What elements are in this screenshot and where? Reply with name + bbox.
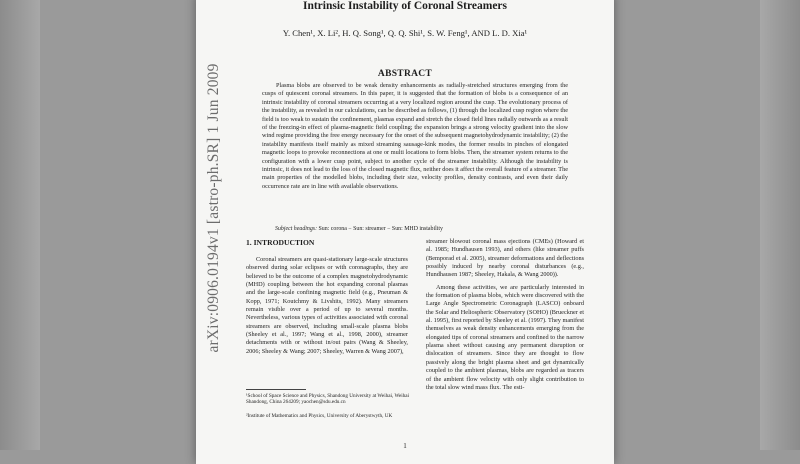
background-left-blur — [0, 0, 40, 450]
footnote-affiliation-2: ²Institute of Mathematics and Physics, University of Aberystwyth, UK — [246, 413, 393, 419]
subject-headings — [275, 226, 565, 232]
body-column-right — [426, 238, 584, 392]
footnote-affiliation-1: ¹School of Space Science and Physics, Shandong University at Weihai, Weihai Shandong, China 264209; yaochen@sdu.edu.cn — [246, 393, 410, 406]
arxiv-sidebar — [197, 48, 231, 368]
footnote-divider — [246, 389, 306, 390]
subject-headings-label: Subject headings: — [275, 226, 318, 232]
abstract-text: Plasma blobs are observed to be weak density enhancements as radially-stretched structures emerging from the cusps of quiescent coronal streamers. In this paper, it is suggested that the formation of blobs is a consequence of an intrinsic instability of coronal streamers occurring at a very localized region around the cusp. The evolutionary process of the instability, as revealed in our calculations, can be described as follows, (1) through the localized cusp region where the field is too weak to sustain the confinement, plasmas expand and stretch the closed field lines radially outwards as a result of the freezing-in effect of plasma-magnetic field coupling; the expansion brings a strong velocity gradient into the slow wind regime providing the free energy necessary for the onset of the subsequent magnetohydrodynamic instability; (2) the instability manifests itself mainly as mixed streaming sausage-kink modes, the former results in pinches of elongated magnetic loops to provoke reconnections at one or multi locations to form blobs. Then, the streamer system returns to the configuration with a lower cusp point, subject to another cycle of the streamer instability. Although the instability is intrinsic, it does not lead to the loss of the closed magnetic flux, neither does it affect the overall feature of a streamer. The main properties of the modelled blobs, including their size, velocity profiles, density contrasts, and even their daily occurrence rate are in line with available observations. — [262, 82, 568, 190]
body-column-left — [246, 256, 408, 356]
subject-headings-terms: Sun: corona − Sun: streamer − Sun: MHD instability — [318, 226, 443, 232]
intro-paragraph-2: Among these activities, we are particularly interested in the formation of plasma blobs, which were discovered with the Large Angle Spectrometric Coronagraph (LASCO) onboard the Solar and Heliospheric Observatory (SOHO) (Brueckner et al. 1995), first reported by Sheeley et al. (1997). They manifest themselves as weak density enhancements emerging from the elongated tips of coronal streamers and confined to the narrow plasma sheet without causing any permanent disruption or dislocation of streamers. Since they are thought to flow passively along the bright plasma sheet and get dynamically coupled to the ambient plasmas, blobs are regarded as tracers of the ambient flow velocity with only slight contribution to the total slow wind mass flux. The esti- — [426, 283, 584, 391]
intro-paragraph-1-continued: streamer blowout coronal mass ejections (CMEs) (Howard et al. 1985; Hundhausen 1993), and others (like streamer puffs (Bemporad et al. 2005), streamer deformations and deflections possibly induced by nearby coronal disturbances (e.g., Hundhausen 1987; Sheeley, Hakala, & Wang 2000)). — [426, 238, 584, 279]
intro-paragraph-1: Coronal streamers are quasi-stationary large-scale structures observed during solar eclipses or with coronagraphs, they are believed to be the outcome of a complex magnetohydrodynamic (MHD) coupling between the hot expanding coronal plasmas and the large-scale confining magnetic field (e.g., Pneuman & Kopp, 1971; Koutchmy & Livshits, 1992). Many streamers remain visible over a period of up to several months. Nevertheless, various types of activities associated with coronal streamers are observed, including small-scale plasma blobs (Sheeley et al., 1997; Wang et al., 1998, 2000), streamer detachments with or without in/out pairs (Wang & Sheeley, 2006; Sheeley & Wang; 2007; Sheeley, Warren & Wang 2007), — [246, 256, 408, 355]
section-heading-introduction: 1. INTRODUCTION — [246, 238, 315, 247]
arxiv-identifier: arXiv:0906.0194v1 [astro-ph.SR] 1 Jun 2009 — [205, 63, 222, 353]
background-right-blur — [760, 0, 800, 450]
page-number: 1 — [403, 442, 407, 450]
author-list: Y. Chen¹, X. Li², H. Q. Song¹, Q. Q. Shi¹, S. W. Feng¹, AND L. D. Xia¹ — [282, 28, 528, 38]
paper-title: Intrinsic Instability of Coronal Streamers — [302, 0, 508, 12]
abstract-heading: ABSTRACT — [377, 69, 433, 79]
